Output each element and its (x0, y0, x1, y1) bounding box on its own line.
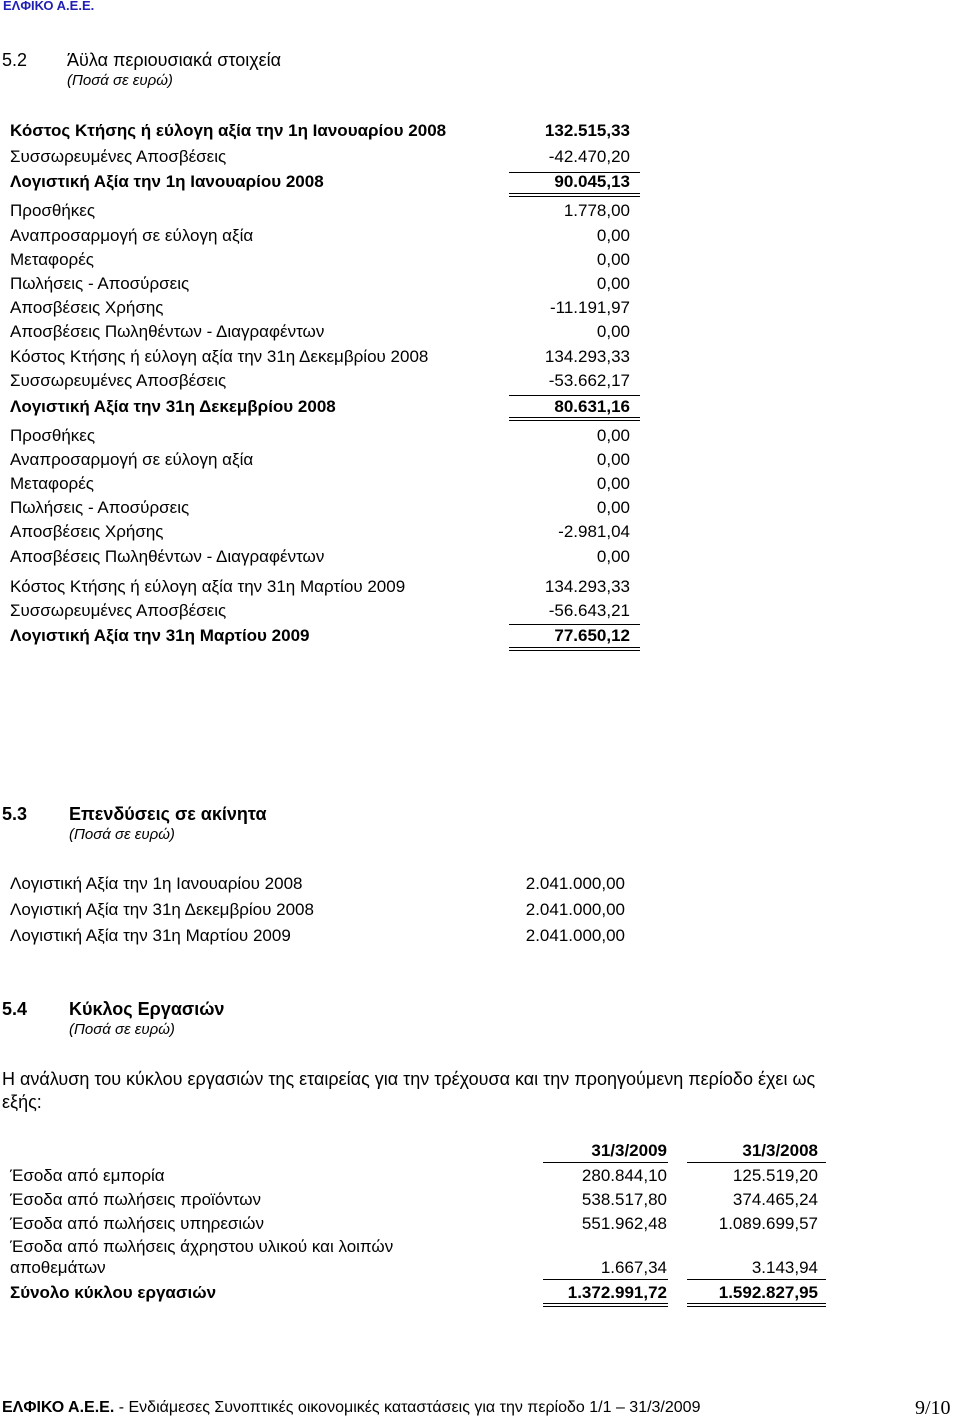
section-title: Επενδύσεις σε ακίνητα (69, 804, 267, 824)
table-row-label: Λογιστική Αξία την 31η Μαρτίου 2009 (10, 626, 310, 645)
table-row-value: 280.844,10 (581, 1166, 667, 1185)
table-row-value: -53.662,17 (548, 371, 630, 390)
table-row-value: 0,00 (596, 274, 630, 293)
divider (509, 395, 640, 396)
units-note: (Ποσά σε ευρώ) (69, 826, 175, 843)
table-row-value: 132.515,33 (544, 121, 630, 140)
divider (509, 193, 640, 197)
table-row-value: 551.962,48 (581, 1214, 667, 1233)
table-row-value: 1.089.699,57 (718, 1214, 818, 1233)
table-row-value: -56.643,21 (548, 601, 630, 620)
table-row-value: -42.470,20 (548, 147, 630, 166)
section-number: 5.4 (2, 999, 28, 1019)
table-row-value: 538.517,80 (581, 1190, 667, 1209)
table-row-label: αποθεμάτων (10, 1258, 106, 1277)
units-note: (Ποσά σε ευρώ) (69, 1021, 175, 1038)
table-row-value: 374.465,24 (732, 1190, 818, 1209)
total-value-2008: 1.592.827,95 (718, 1283, 818, 1302)
table-row-label: Λογιστική Αξία την 31η Δεκεμβρίου 2008 (10, 900, 314, 919)
table-row-value: 2.041.000,00 (525, 900, 625, 919)
footer-company: ΕΛΦΙΚΟ Α.Ε.Ε. (2, 1399, 115, 1416)
table-row-label: Αναπροσαρμογή σε εύλογη αξία (10, 450, 254, 469)
divider (509, 624, 640, 625)
divider (509, 647, 640, 651)
table-row-label: Κόστος Κτήσης ή εύλογη αξία την 31η Μαρτίου 2009 (10, 577, 406, 596)
total-label: Σύνολο κύκλου εργασιών (10, 1283, 217, 1302)
table-row-value: 3.143,94 (751, 1258, 818, 1277)
table-row-label: Λογιστική Αξία την 31η Μαρτίου 2009 (10, 926, 291, 945)
table-row-label: Αναπροσαρμογή σε εύλογη αξία (10, 226, 254, 245)
table-row-label: Κόστος Κτήσης ή εύλογη αξία την 31η Δεκεμβρίου 2008 (10, 347, 429, 366)
table-row-value: -11.191,97 (549, 298, 630, 317)
divider (509, 417, 640, 421)
table-row-label: Έσοδα από πωλήσεις υπηρεσιών (10, 1214, 264, 1233)
divider (543, 1279, 668, 1280)
table-row-value: -2.981,04 (558, 522, 630, 541)
paragraph-line: Η ανάλυση του κύκλου εργασιών της εταιρείας για την τρέχουσα και την προηγούμενη περίοδο έχει ως (2, 1069, 816, 1089)
column-header-2009: 31/3/2009 (591, 1141, 667, 1160)
page-number: 9/10 (915, 1397, 951, 1419)
total-value-2009: 1.372.991,72 (567, 1283, 667, 1302)
table-row-value: 0,00 (596, 547, 630, 566)
table-row-value: 0,00 (596, 498, 630, 517)
footer-text: - Ενδιάμεσες Συνοπτικές οικονομικές καταστάσεις για την περίοδο 1/1 – 31/3/2009 (114, 1399, 701, 1416)
table-row-value: 0,00 (596, 322, 630, 341)
table-row-label: Συσσωρευμένες Αποσβέσεις (10, 371, 227, 390)
table-row-label: Προσθήκες (10, 201, 96, 220)
table-row-label: Λογιστική Αξία την 31η Δεκεμβρίου 2008 (10, 397, 336, 416)
section-title: Κύκλος Εργασιών (69, 999, 225, 1019)
paragraph-line: εξής: (2, 1092, 42, 1112)
page-footer (2, 1399, 700, 1417)
table-row-label: Αποσβέσεις Πωληθέντων - Διαγραφέντων (10, 547, 325, 566)
table-row-value: 0,00 (596, 474, 630, 493)
table-row-value: 0,00 (596, 250, 630, 269)
table-row-label: Έσοδα από πωλήσεις άχρηστου υλικού και λοιπών (10, 1237, 394, 1256)
table-row-value: 2.041.000,00 (525, 926, 625, 945)
table-row-label: Προσθήκες (10, 426, 96, 445)
table-row-value: 134.293,33 (544, 347, 630, 366)
table-row-value: 0,00 (596, 450, 630, 469)
table-row-value: 2.041.000,00 (525, 874, 625, 893)
table-row-value: 0,00 (596, 426, 630, 445)
table-row-label: Λογιστική Αξία την 1η Ιανουαρίου 2008 (10, 874, 303, 893)
column-header-2008: 31/3/2008 (742, 1141, 818, 1160)
table-row-label: Μεταφορές (10, 250, 94, 269)
table-row-label: Συσσωρευμένες Αποσβέσεις (10, 147, 227, 166)
table-row-value: 80.631,16 (554, 397, 630, 416)
table-row-value: 0,00 (596, 226, 630, 245)
table-row-label: Κόστος Κτήσης ή εύλογη αξία την 1η Ιανουαρίου 2008 (10, 121, 447, 140)
table-row-value: 125.519,20 (732, 1166, 818, 1185)
table-row-label: Έσοδα από εμπορία (10, 1166, 165, 1185)
table-row-label: Λογιστική Αξία την 1η Ιανουαρίου 2008 (10, 172, 324, 191)
table-row-label: Αποσβέσεις Πωληθέντων - Διαγραφέντων (10, 322, 325, 341)
table-row-value: 134.293,33 (544, 577, 630, 596)
units-note: (Ποσά σε ευρώ) (67, 72, 173, 89)
table-row-label: Μεταφορές (10, 474, 94, 493)
table-row-label: Αποσβέσεις Χρήσης (10, 298, 164, 317)
section-title: Άϋλα περιουσιακά στοιχεία (67, 50, 282, 70)
table-row-value: 77.650,12 (554, 626, 630, 645)
table-row-label: Συσσωρευμένες Αποσβέσεις (10, 601, 227, 620)
table-row-value: 90.045,13 (554, 172, 630, 191)
table-row-value: 1.778,00 (563, 201, 630, 220)
table-row-label: Πωλήσεις - Αποσύρσεις (10, 498, 190, 517)
company-header: ΕΛΦΙΚΟ Α.Ε.Ε. (3, 0, 95, 13)
table-row-label: Πωλήσεις - Αποσύρσεις (10, 274, 190, 293)
divider (687, 1303, 826, 1307)
table-row-label: Έσοδα από πωλήσεις προϊόντων (10, 1190, 262, 1209)
divider (687, 1279, 826, 1280)
table-row-value: 1.667,34 (600, 1258, 667, 1277)
table-row-label: Αποσβέσεις Χρήσης (10, 522, 164, 541)
section-number: 5.2 (2, 50, 28, 70)
divider (543, 1303, 668, 1307)
section-number: 5.3 (2, 804, 28, 824)
